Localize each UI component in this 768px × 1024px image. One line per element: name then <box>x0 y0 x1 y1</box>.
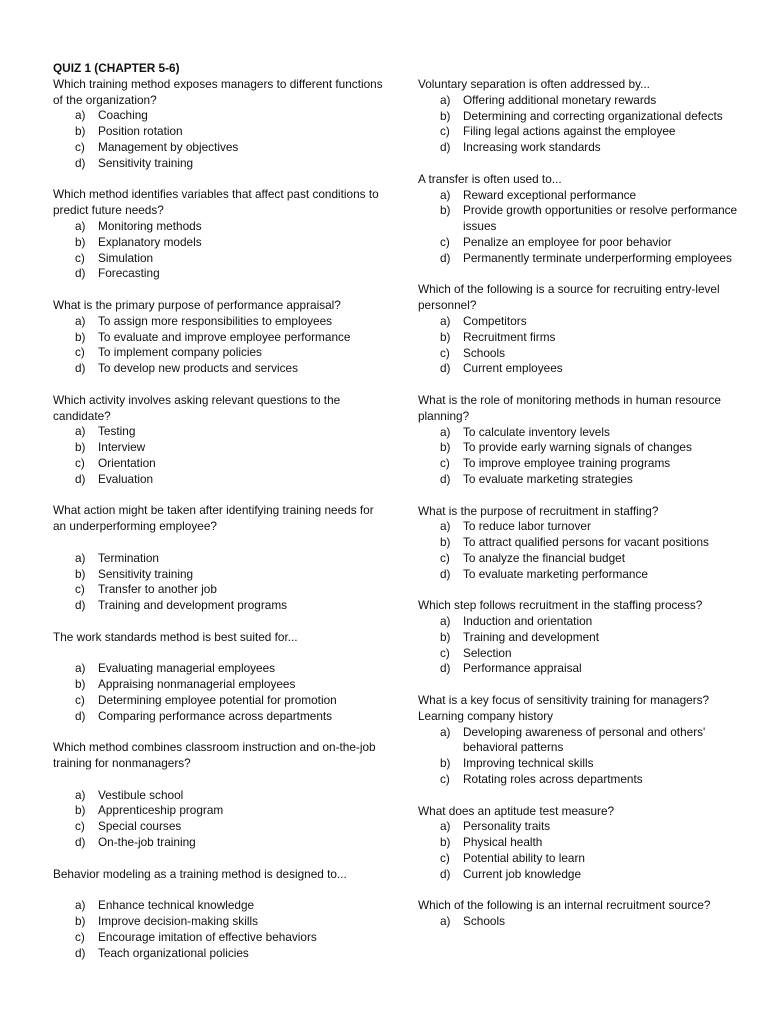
option-letter: b) <box>75 803 86 818</box>
answer-option <box>418 630 750 646</box>
answer-option <box>53 251 383 267</box>
option-text: Competitors <box>463 313 527 328</box>
option-text: Sensitivity training <box>98 566 194 581</box>
option-text: Transfer to another job <box>98 582 217 597</box>
option-letter: b) <box>440 629 451 644</box>
left-column <box>53 61 383 977</box>
option-text: Training and development <box>463 629 599 644</box>
option-list <box>418 188 750 267</box>
option-list <box>418 725 750 788</box>
answer-option <box>418 535 750 551</box>
option-text: Training and development programs <box>98 598 288 613</box>
option-letter: c) <box>75 819 85 834</box>
option-letter: a) <box>440 614 451 629</box>
answer-option <box>418 661 750 677</box>
question-block <box>53 187 383 282</box>
option-letter: c) <box>440 772 450 787</box>
option-text: Coaching <box>98 108 148 123</box>
answer-option <box>418 235 750 251</box>
question-block <box>53 393 383 488</box>
question-stem: Which of the following is a source for recruiting entry-level personnel? <box>418 282 720 313</box>
option-text: To assign more responsibilities to employees <box>98 313 333 328</box>
option-letter: d) <box>75 361 86 376</box>
option-list <box>53 108 383 171</box>
question-block <box>53 630 383 725</box>
answer-option <box>53 472 383 488</box>
option-letter: d) <box>75 945 86 960</box>
option-list <box>53 898 383 961</box>
answer-option <box>418 867 750 883</box>
answer-option <box>53 235 383 251</box>
option-text: To evaluate and improve employee performance <box>98 329 351 344</box>
option-list <box>53 551 383 614</box>
answer-option <box>418 456 750 472</box>
answer-option <box>418 425 750 441</box>
question-stem: Which method identifies variables that affect past conditions to predict future needs? <box>53 187 379 218</box>
option-text: Selection <box>463 645 512 660</box>
answer-option <box>53 677 383 693</box>
option-letter: d) <box>440 250 451 265</box>
option-text: To evaluate marketing performance <box>463 566 648 581</box>
answer-option <box>418 188 750 204</box>
option-list <box>53 661 383 724</box>
question-block <box>418 504 750 583</box>
option-letter: c) <box>440 345 450 360</box>
option-text: Sensitivity training <box>98 155 194 170</box>
right-column <box>418 77 750 946</box>
option-text: Improve decision-making skills <box>98 914 258 929</box>
question-stem: What does an aptitude test measure? <box>418 803 615 818</box>
answer-option <box>53 361 383 377</box>
option-text: Testing <box>98 424 136 439</box>
answer-option <box>53 709 383 725</box>
option-letter: b) <box>75 124 86 139</box>
question-stem: Which of the following is an internal recruitment source? <box>418 898 711 913</box>
option-list <box>418 914 750 930</box>
option-letter: b) <box>440 440 451 455</box>
option-text: Evaluating managerial employees <box>98 661 276 676</box>
option-list <box>418 819 750 882</box>
option-text: Penalize an employee for poor behavior <box>463 234 672 249</box>
question-stem: What is the purpose of recruitment in staffing? <box>418 503 659 518</box>
question-block <box>53 298 383 377</box>
answer-option <box>53 567 383 583</box>
blank-line <box>53 645 383 661</box>
option-letter: b) <box>440 329 451 344</box>
option-letter: a) <box>75 108 86 123</box>
option-letter: c) <box>75 455 85 470</box>
option-text: Interview <box>98 440 146 455</box>
question-block <box>418 598 750 677</box>
option-text: Provide growth opportunities or resolve performance issues <box>463 203 738 234</box>
answer-option <box>418 914 750 930</box>
option-letter: d) <box>440 361 451 376</box>
option-text: To develop new products and services <box>98 361 299 376</box>
question-block <box>418 77 750 156</box>
question-stem: Voluntary separation is often addressed by... <box>418 77 650 91</box>
answer-option <box>418 203 750 235</box>
option-letter: b) <box>440 203 451 218</box>
option-text: Current employees <box>463 361 563 376</box>
option-letter: b) <box>440 756 451 771</box>
option-letter: c) <box>440 124 450 139</box>
answer-option <box>418 725 750 757</box>
answer-option <box>418 772 750 788</box>
option-text: To improve employee training programs <box>463 456 671 471</box>
option-letter: c) <box>440 456 450 471</box>
answer-option <box>53 661 383 677</box>
option-text: Monitoring methods <box>98 218 202 233</box>
answer-option <box>53 219 383 235</box>
option-letter: c) <box>75 250 85 265</box>
answer-option <box>53 819 383 835</box>
blank-line <box>53 882 383 898</box>
option-text: To analyze the financial budget <box>463 550 625 565</box>
option-text: To reduce labor turnover <box>463 519 591 534</box>
answer-option <box>53 914 383 930</box>
question-stem: What is the role of monitoring methods in human resource planning? <box>418 392 721 423</box>
option-text: To calculate inventory levels <box>463 424 610 439</box>
option-text: Rotating roles across departments <box>463 772 643 787</box>
answer-option <box>418 551 750 567</box>
option-letter: b) <box>75 677 86 692</box>
answer-option <box>418 835 750 851</box>
option-letter: a) <box>75 661 86 676</box>
answer-option <box>418 819 750 835</box>
answer-option <box>53 693 383 709</box>
option-text: Enhance technical knowledge <box>98 898 255 913</box>
question-stem: What is the primary purpose of performance appraisal? <box>53 297 341 312</box>
answer-option <box>53 314 383 330</box>
option-letter: a) <box>75 218 86 233</box>
option-text: Determining employee potential for promotion <box>98 692 337 707</box>
answer-option <box>418 124 750 140</box>
question-block <box>418 898 750 930</box>
question-block <box>418 804 750 883</box>
quiz-title: QUIZ 1 (CHAPTER 5-6) <box>53 61 180 75</box>
answer-option <box>53 898 383 914</box>
answer-option <box>53 156 383 172</box>
question-block <box>53 867 383 962</box>
option-text: Potential ability to learn <box>463 851 585 866</box>
answer-option <box>53 424 383 440</box>
option-text: Apprenticeship program <box>98 803 224 818</box>
option-text: Filing legal actions against the employee <box>463 124 676 139</box>
answer-option <box>53 835 383 851</box>
option-letter: c) <box>75 929 85 944</box>
option-list <box>418 314 750 377</box>
option-letter: a) <box>440 424 451 439</box>
answer-option <box>418 756 750 772</box>
option-letter: c) <box>75 692 85 707</box>
option-letter: a) <box>75 550 86 565</box>
option-text: On-the-job training <box>98 835 196 850</box>
option-letter: c) <box>75 582 85 597</box>
answer-option <box>53 140 383 156</box>
option-letter: d) <box>440 471 451 486</box>
option-text: To attract qualified persons for vacant positions <box>463 535 709 550</box>
blank-line <box>53 772 383 788</box>
question-block <box>418 282 750 377</box>
option-letter: b) <box>75 329 86 344</box>
question-block <box>418 693 750 788</box>
option-letter: b) <box>440 108 451 123</box>
answer-option <box>53 803 383 819</box>
question-stem: Which activity involves asking relevant questions to the candidate? <box>53 392 341 423</box>
question-block <box>53 503 383 614</box>
option-letter: c) <box>75 139 85 154</box>
option-letter: a) <box>440 187 451 202</box>
option-text: Recruitment firms <box>463 329 556 344</box>
option-letter: a) <box>75 787 86 802</box>
option-letter: c) <box>440 550 450 565</box>
answer-option <box>418 472 750 488</box>
option-text: Current job knowledge <box>463 866 582 881</box>
option-text: Performance appraisal <box>463 661 582 676</box>
question-block <box>53 77 383 172</box>
option-text: To provide early warning signals of changes <box>463 440 692 455</box>
answer-option <box>418 330 750 346</box>
answer-option <box>418 646 750 662</box>
option-text: Induction and orientation <box>463 614 593 629</box>
option-letter: d) <box>440 866 451 881</box>
option-letter: a) <box>440 519 451 534</box>
question-stem: A transfer is often used to... <box>418 171 562 186</box>
option-letter: d) <box>440 661 451 676</box>
answer-option <box>53 456 383 472</box>
option-list <box>418 425 750 488</box>
question-block <box>53 740 383 851</box>
option-text: Position rotation <box>98 124 183 139</box>
answer-option <box>53 345 383 361</box>
option-letter: a) <box>440 92 451 107</box>
option-letter: d) <box>440 566 451 581</box>
option-text: Offering additional monetary rewards <box>463 92 657 107</box>
answer-option <box>53 330 383 346</box>
option-text: Termination <box>98 550 159 565</box>
option-text: Determining and correcting organizational defects <box>463 108 723 123</box>
answer-option <box>418 346 750 362</box>
answer-option <box>53 108 383 124</box>
option-letter: a) <box>440 819 451 834</box>
question-stem: The work standards method is best suited for... <box>53 629 298 644</box>
option-list <box>53 314 383 377</box>
answer-option <box>53 598 383 614</box>
option-text: Simulation <box>98 250 154 265</box>
option-text: Teach organizational policies <box>98 945 249 960</box>
option-text: Personality traits <box>463 819 551 834</box>
answer-option <box>53 551 383 567</box>
option-text: Vestibule school <box>98 787 184 802</box>
option-letter: c) <box>440 645 450 660</box>
answer-option <box>418 614 750 630</box>
option-text: To implement company policies <box>98 345 262 360</box>
option-list <box>53 219 383 282</box>
option-list <box>418 93 750 156</box>
question-block <box>418 172 750 267</box>
option-letter: b) <box>75 234 86 249</box>
answer-option <box>418 314 750 330</box>
answer-option <box>53 788 383 804</box>
option-letter: d) <box>75 708 86 723</box>
option-list <box>418 614 750 677</box>
question-stem: Which training method exposes managers to different functions of the organization? <box>53 76 383 107</box>
answer-option <box>53 266 383 282</box>
option-letter: b) <box>75 566 86 581</box>
answer-option <box>418 251 750 267</box>
answer-option <box>418 361 750 377</box>
answer-option <box>53 440 383 456</box>
option-letter: a) <box>75 313 86 328</box>
answer-option <box>53 946 383 962</box>
option-text: Evaluation <box>98 471 154 486</box>
option-text: Explanatory models <box>98 234 202 249</box>
answer-option <box>418 567 750 583</box>
option-text: To evaluate marketing strategies <box>463 471 633 486</box>
option-letter: d) <box>75 155 86 170</box>
option-letter: c) <box>440 851 450 866</box>
option-letter: b) <box>75 440 86 455</box>
option-letter: c) <box>75 345 85 360</box>
option-list <box>418 519 750 582</box>
answer-option <box>53 124 383 140</box>
option-letter: a) <box>440 724 451 739</box>
option-text: Encourage imitation of effective behaviors <box>98 929 317 944</box>
option-text: Appraising nonmanagerial employees <box>98 677 296 692</box>
option-text: Forecasting <box>98 266 160 281</box>
answer-option <box>418 851 750 867</box>
option-letter: b) <box>440 535 451 550</box>
question-stem: What action might be taken after identifying training needs for an underperforming employee? <box>53 503 374 534</box>
blank-line <box>53 535 383 551</box>
answer-option <box>418 140 750 156</box>
option-text: Schools <box>463 914 505 929</box>
option-letter: a) <box>440 313 451 328</box>
option-text: Improving technical skills <box>463 756 594 771</box>
option-text: Management by objectives <box>98 139 239 154</box>
question-stem: What is a key focus of sensitivity training for managers? Learning company history <box>418 693 710 723</box>
option-letter: a) <box>440 914 451 929</box>
option-letter: d) <box>440 140 451 155</box>
answer-option <box>53 582 383 598</box>
answer-option <box>418 519 750 535</box>
answer-option <box>418 440 750 456</box>
question-stem: Which method combines classroom instruction and on-the-job training for nonmanagers? <box>53 740 376 771</box>
option-letter: b) <box>440 835 451 850</box>
option-text: Permanently terminate underperforming employees <box>463 250 732 265</box>
option-letter: b) <box>75 914 86 929</box>
option-letter: d) <box>75 598 86 613</box>
option-letter: c) <box>440 234 450 249</box>
option-list <box>53 788 383 851</box>
option-text: Schools <box>463 345 505 360</box>
option-letter: a) <box>75 424 86 439</box>
option-text: Reward exceptional performance <box>463 187 637 202</box>
option-text: Physical health <box>463 835 543 850</box>
answer-option <box>53 930 383 946</box>
question-stem: Which step follows recruitment in the staffing process? <box>418 598 703 613</box>
option-letter: d) <box>75 835 86 850</box>
answer-option <box>418 109 750 125</box>
option-text: Orientation <box>98 455 156 470</box>
option-list <box>53 424 383 487</box>
option-text: Developing awareness of personal and others' behavioral patterns <box>463 724 706 755</box>
option-text: Special courses <box>98 819 182 834</box>
answer-option <box>418 93 750 109</box>
question-stem: Behavior modeling as a training method is designed to... <box>53 866 347 881</box>
option-letter: d) <box>75 266 86 281</box>
option-text: Increasing work standards <box>463 140 601 155</box>
option-letter: d) <box>75 471 86 486</box>
question-block <box>418 393 750 488</box>
option-text: Comparing performance across departments <box>98 708 333 723</box>
option-letter: a) <box>75 898 86 913</box>
